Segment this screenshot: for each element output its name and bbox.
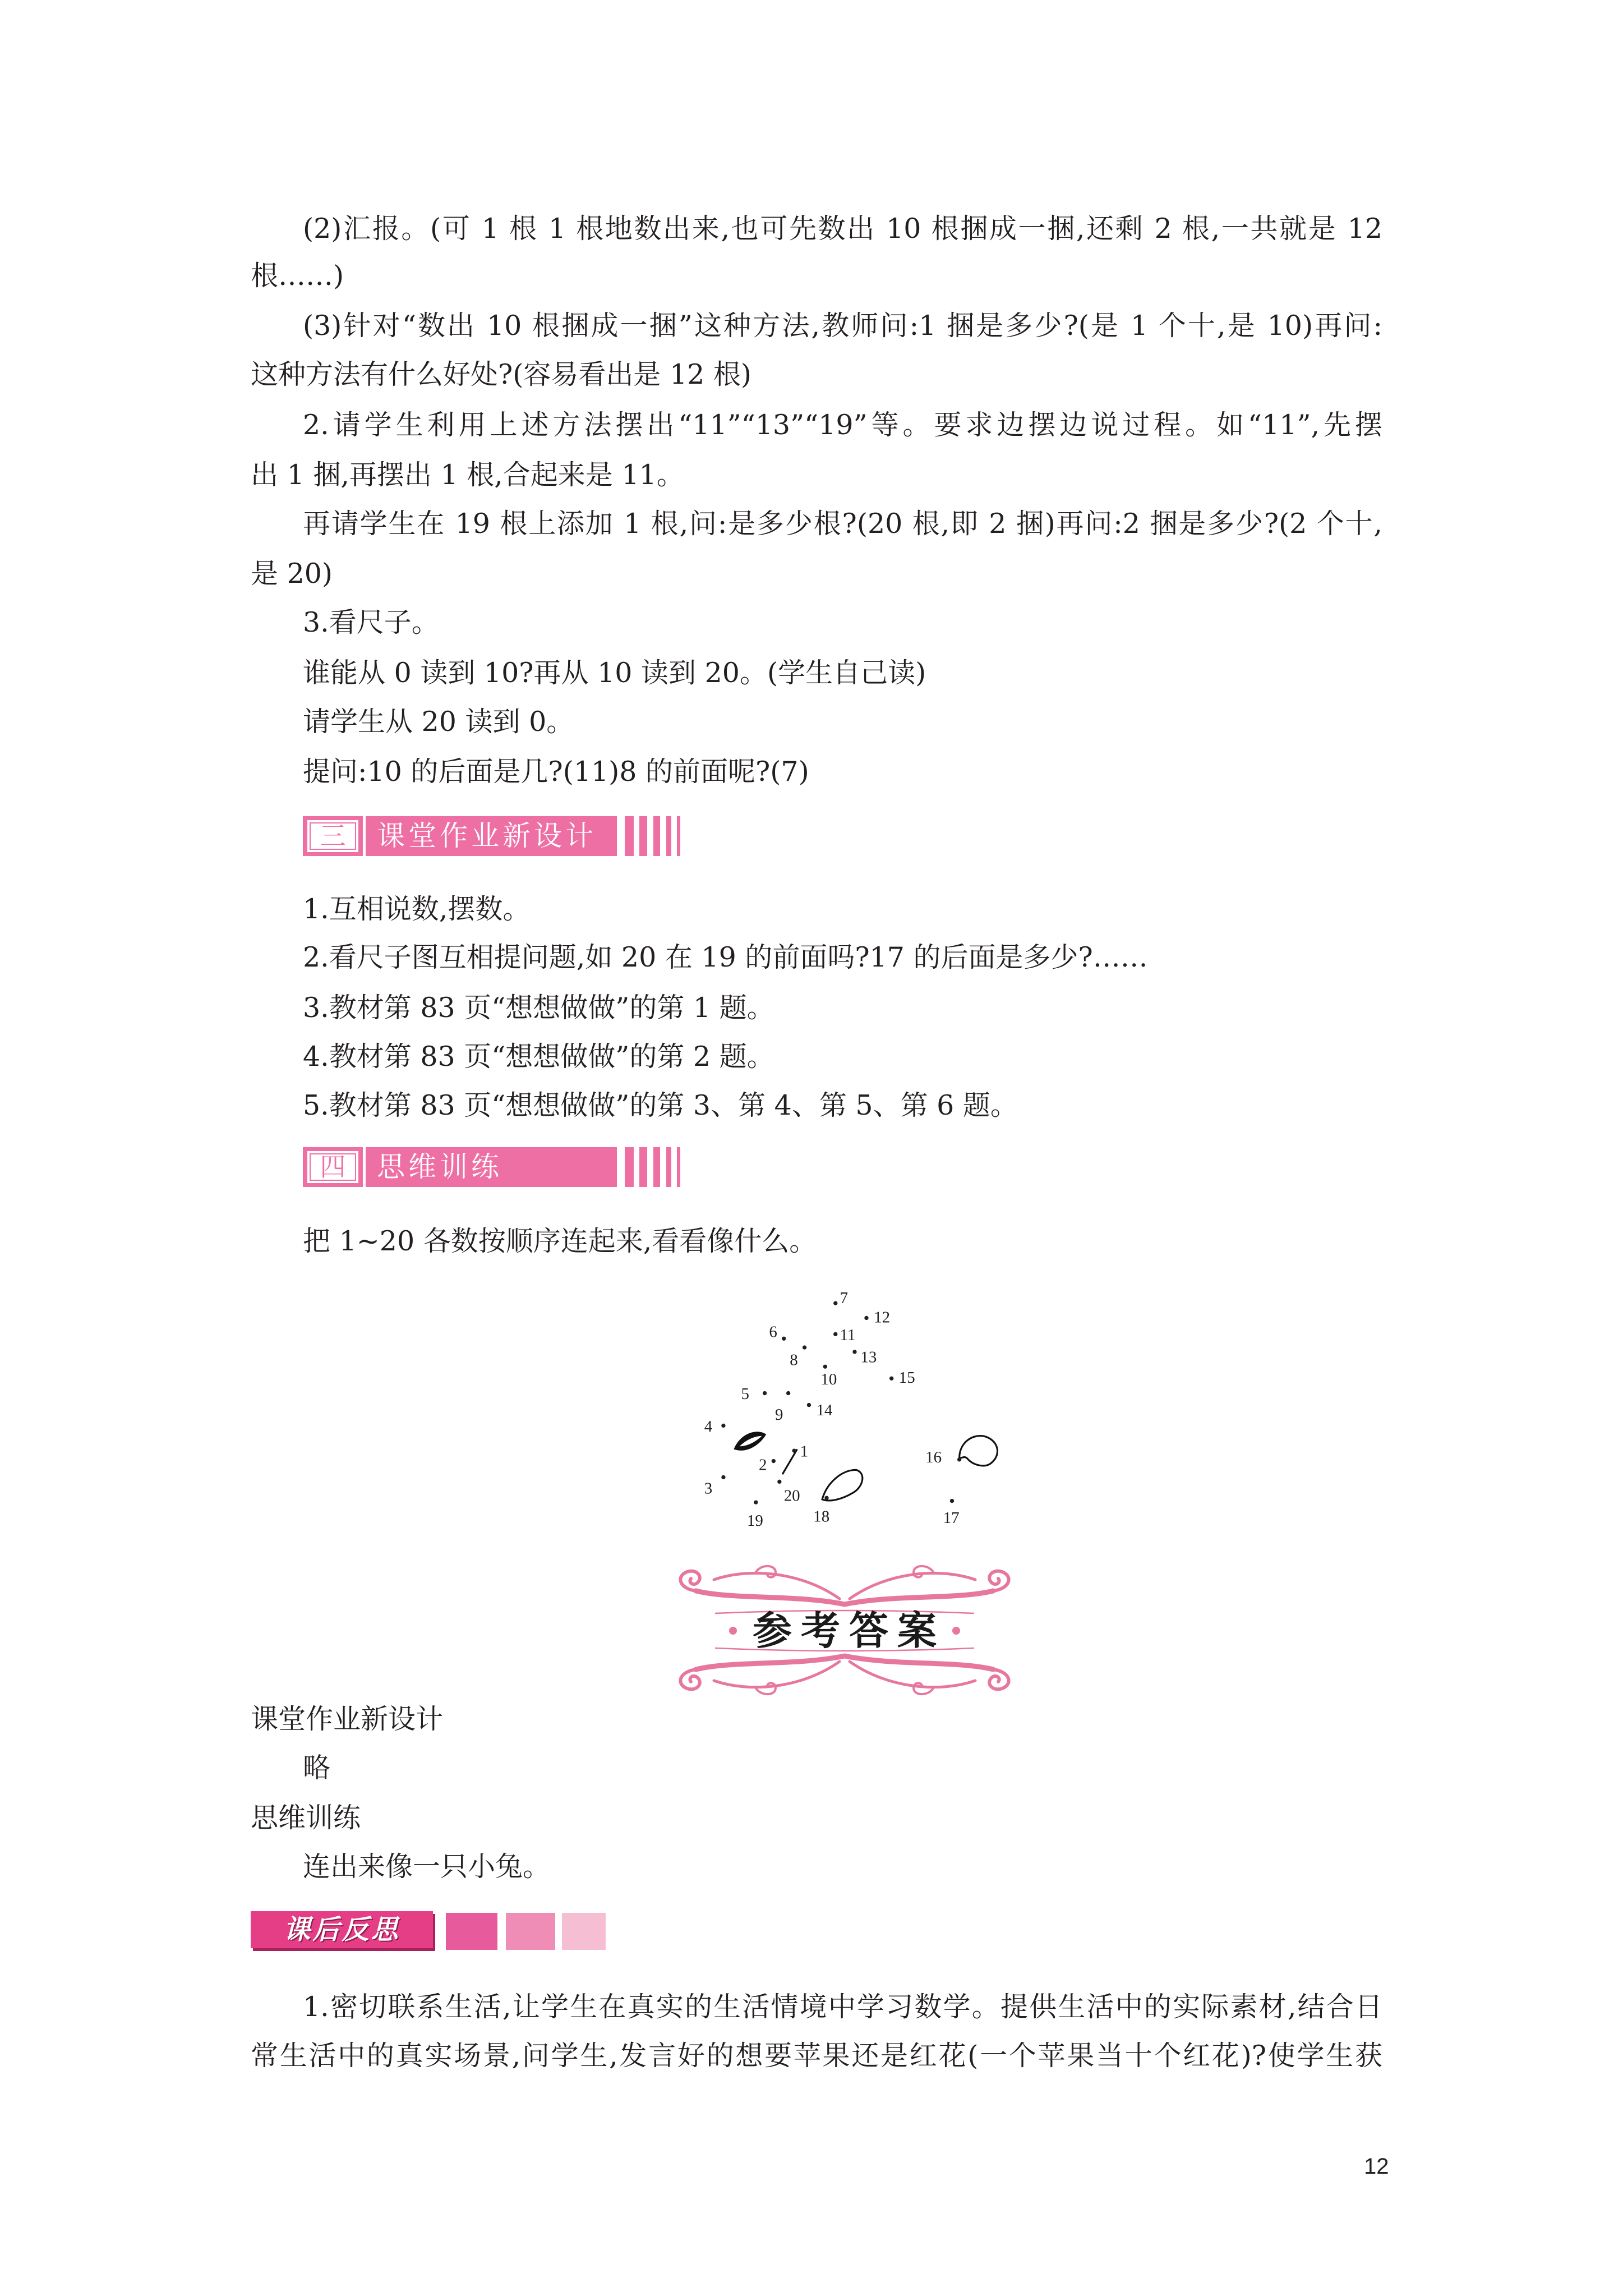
dot-label-2: 2 <box>759 1456 767 1474</box>
dot-1 <box>792 1448 796 1452</box>
dot-label-10: 10 <box>820 1370 837 1388</box>
decor-square <box>506 1913 555 1950</box>
dot-15 <box>889 1377 893 1381</box>
reflection-line: 常生活中的真实场景,问学生,发言好的想要苹果还是红花(一个苹果当十个红花)?使学生获 <box>251 2040 1382 2072</box>
banner-title: 参考答案 <box>753 1607 946 1654</box>
mouth-stroke <box>782 1449 797 1474</box>
reflection-title: 课后反思 <box>283 1914 400 1945</box>
section-number-inner <box>307 1151 358 1183</box>
decor-stripe <box>625 1147 634 1187</box>
homework-item: 4.教材第 83 页“想想做做”的第 2 题。 <box>303 1041 774 1073</box>
section-number-inner <box>307 820 358 852</box>
decor-stripe <box>639 1147 647 1187</box>
dot-2 <box>772 1459 776 1463</box>
lesson-line: 提问:10 的后面是几?(11)8 的前面呢?(7) <box>303 756 809 788</box>
section-title: 思维训练 <box>366 1147 617 1187</box>
dot-11 <box>833 1332 837 1336</box>
decor-stripe <box>653 1147 660 1187</box>
dot-8 <box>803 1345 806 1349</box>
homework-item: 5.教材第 83 页“想想做做”的第 3、第 4、第 5、第 6 题。 <box>303 1089 1018 1121</box>
dot-12 <box>864 1316 868 1320</box>
decor-square <box>562 1913 606 1950</box>
dot-label-20: 20 <box>783 1487 800 1505</box>
section-header-homework <box>303 816 681 856</box>
section-number-box <box>303 1147 363 1187</box>
dot-20 <box>777 1480 781 1484</box>
decor-stripe <box>653 816 660 856</box>
lesson-line: 谁能从 0 读到 10?再从 10 读到 20。(学生自己读) <box>303 657 926 689</box>
reflection-line: 1.密切联系生活,让学生在真实的生活情境中学习数学。提供生活中的实际素材,结合日 <box>303 1991 1382 2023</box>
lesson-line: 出 1 捆,再摆出 1 根,合起来是 11。 <box>251 459 684 491</box>
answer-text: 略 <box>303 1752 331 1784</box>
decor-stripe <box>639 816 647 856</box>
dot-label-3: 3 <box>704 1479 713 1498</box>
dot-label-1: 1 <box>800 1442 809 1461</box>
dot-label-8: 8 <box>790 1351 798 1369</box>
lesson-line: 3.看尺子。 <box>303 606 439 638</box>
lesson-line: 请学生从 20 读到 0。 <box>303 706 574 738</box>
dot-label-6: 6 <box>769 1323 777 1341</box>
reflection-header <box>251 1911 433 1948</box>
dot-label-19: 19 <box>746 1512 763 1530</box>
bottom-ornament <box>680 1656 1008 1694</box>
dot-label-15: 15 <box>898 1369 915 1387</box>
decor-square <box>446 1913 497 1950</box>
dot-14 <box>807 1403 811 1407</box>
dot-label-11: 11 <box>840 1326 856 1344</box>
dot-label-18: 18 <box>813 1507 830 1526</box>
connect-the-dots-figure <box>694 1284 1011 1535</box>
dot-label-14: 14 <box>816 1401 833 1420</box>
dot-label-12: 12 <box>874 1308 891 1327</box>
decor-stripe <box>625 816 634 856</box>
tail-curl <box>960 1436 998 1466</box>
lesson-line: 再请学生在 19 根上添加 1 根,问:是多少根?(20 根,即 2 捆)再问:2 捆是多少?(2 个十, <box>303 508 1382 540</box>
answer-heading: 思维训练 <box>251 1802 361 1834</box>
lesson-line: 是 20) <box>251 558 333 590</box>
answer-text: 连出来像一只小兔。 <box>303 1851 551 1883</box>
lesson-line: 2.请学生利用上述方法摆出“11”“13”“19”等。要求边摆边说过程。如“11”,先摆 <box>303 409 1382 441</box>
dot-3 <box>721 1475 725 1479</box>
decor-stripe <box>677 816 680 856</box>
decor-stripe <box>677 1147 680 1187</box>
section-number-box <box>303 816 363 856</box>
foot-curl <box>822 1470 863 1501</box>
answer-banner <box>671 1557 1018 1703</box>
section-title: 课堂作业新设计 <box>366 816 617 856</box>
dot-18 <box>824 1496 828 1500</box>
dot-13 <box>852 1350 856 1354</box>
dot-6 <box>782 1337 786 1341</box>
dot-5 <box>763 1391 767 1395</box>
dot-9 <box>786 1391 790 1395</box>
dot-label-17: 17 <box>943 1508 960 1527</box>
dot-7 <box>833 1301 837 1305</box>
section-number: 三 <box>320 821 346 851</box>
decor-stripe <box>666 1147 671 1187</box>
dot-label-7: 7 <box>840 1289 849 1308</box>
dot-label-16: 16 <box>925 1448 942 1467</box>
dot-label-5: 5 <box>741 1385 749 1404</box>
section-header-thinking <box>303 1147 681 1187</box>
homework-item: 3.教材第 83 页“想想做做”的第 1 题。 <box>303 992 774 1024</box>
lesson-line: (3)针对“数出 10 根捆成一捆”这种方法,教师问:1 捆是多少?(是 1 个十,是 10)再问: <box>303 310 1382 342</box>
decor-stripe <box>666 816 671 856</box>
dot-label-9: 9 <box>774 1405 783 1424</box>
dot-17 <box>950 1499 954 1503</box>
dot-label-4: 4 <box>704 1417 713 1435</box>
dot-16 <box>957 1457 961 1461</box>
dot-10 <box>823 1365 827 1369</box>
page-number: 12 <box>1364 2154 1389 2179</box>
thinking-instruction: 把 1~20 各数按顺序连起来,看看像什么。 <box>303 1225 817 1257</box>
lesson-line: 根……) <box>251 260 344 292</box>
dot-4 <box>721 1424 725 1428</box>
homework-item: 1.互相说数,摆数。 <box>303 893 531 925</box>
section-number: 四 <box>320 1152 346 1182</box>
lesson-line: 这种方法有什么好处?(容易看出是 12 根) <box>251 358 752 390</box>
answer-heading: 课堂作业新设计 <box>251 1703 444 1735</box>
top-ornament <box>680 1566 1008 1604</box>
lesson-line: (2)汇报。(可 1 根 1 根地数出来,也可先数出 10 根捆成一捆,还剩 2 根,一共就是 12 <box>303 213 1382 245</box>
homework-item: 2.看尺子图互相提问题,如 20 在 19 的前面吗?17 的后面是多少?…… <box>303 941 1148 973</box>
dot-label-13: 13 <box>860 1348 877 1366</box>
dot-19 <box>754 1500 758 1504</box>
